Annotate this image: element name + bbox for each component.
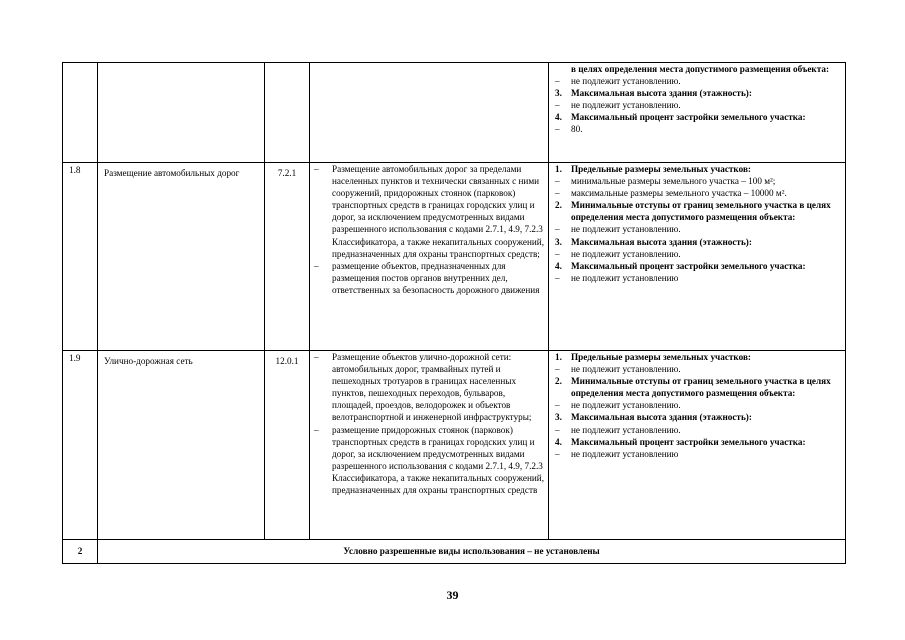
param-value: – максимальные размеры земельного участка – 10000 м². <box>549 187 843 199</box>
param-heading <box>549 436 843 448</box>
param-heading-continuation: в целях определения места допустимого размещения объекта: <box>571 64 830 74</box>
param-number: 1. <box>555 352 562 362</box>
description-cell <box>310 63 549 163</box>
page-number: 39 <box>446 588 459 602</box>
param-number: 2. <box>555 200 562 211</box>
param-number: 4. <box>555 436 562 447</box>
classifier-code: 12.0.1 <box>265 351 310 540</box>
table-row <box>63 351 846 540</box>
param-heading <box>549 111 843 123</box>
param-heading-text: Предельные размеры земельных участков: <box>571 352 751 362</box>
param-heading <box>549 375 843 399</box>
name-cell <box>98 63 265 163</box>
param-number: 3. <box>555 88 562 99</box>
params-cell <box>549 63 846 163</box>
param-heading-text: Максимальный процент застройки земельного участка: <box>571 112 806 123</box>
params-cell <box>549 163 846 351</box>
description-cell <box>310 163 549 351</box>
params-list <box>549 351 845 460</box>
table-row-conditional <box>63 540 846 564</box>
param-heading-text: Максимальный процент застройки земельного участка: <box>571 436 806 447</box>
param-number: 1. <box>555 164 562 174</box>
param-heading-text: Минимальные отступы от границ земельного участка в целях определения места допустимого размещения объекта: <box>571 200 831 223</box>
param-value: – не подлежит установлению. <box>549 99 843 111</box>
row-number: 1.9 <box>63 351 98 540</box>
code-cell <box>265 63 310 163</box>
param-number: 3. <box>555 412 562 423</box>
param-number: 3. <box>555 236 562 247</box>
param-heading-text: Максимальная высота здания (этажность): <box>571 412 752 423</box>
description-item: – размещение придорожных стоянок (парковок) транспортных средств в границах городских улиц и дорог, за исключением предусмотренных видами разрешенного использования с кодами 2.7.1, 4.9, 7.2.3 Классификатора, а также некапитальных сооружений, предназначенных для охраны транспортных средств <box>310 424 544 497</box>
params-list <box>549 63 845 136</box>
param-number: 4. <box>555 112 562 123</box>
param-value: – не подлежит установлению. <box>549 75 843 87</box>
description-list <box>310 351 548 496</box>
description-item: – Размещение объектов улично-дорожной сети: автомобильных дорог, трамвайных путей и пешеходных тротуаров в границах населенных пунктов, пешеходных переходов, бульваров, площадей, проездов, велодорожек и объектов велотранспортной и инженерной инфраструктуры; <box>310 351 544 424</box>
param-number: 2. <box>555 376 562 387</box>
conditional-uses-text: Условно разрешенные виды использования – не установлены <box>98 540 846 564</box>
param-heading <box>549 411 843 423</box>
param-heading-text: Минимальные отступы от границ земельного участка в целях определения места допустимого размещения объекта: <box>571 376 831 399</box>
param-value: – не подлежит установлению. <box>549 223 843 235</box>
param-value: – не подлежит установлению. <box>549 424 843 436</box>
param-value: – 80. <box>549 123 843 135</box>
description-cell <box>310 351 549 540</box>
num-cell <box>63 63 98 163</box>
classifier-code: 7.2.1 <box>265 163 310 351</box>
param-value: – минимальные размеры земельного участка – 100 м²; <box>549 175 843 187</box>
param-number: 4. <box>555 260 562 271</box>
description-item: – размещение объектов, предназначенных для размещения постов органов внутренних дел, ответственных за безопасность дорожного движения <box>310 260 544 296</box>
param-heading-text: Максимальная высота здания (этажность): <box>571 88 752 99</box>
table-row <box>63 163 846 351</box>
table-row-continuation <box>63 63 846 163</box>
param-heading <box>549 236 843 248</box>
param-heading <box>549 260 843 272</box>
row-number: 1.8 <box>63 163 98 351</box>
param-value: – не подлежит установлению <box>549 272 843 284</box>
param-heading <box>549 351 843 363</box>
param-heading <box>549 87 843 99</box>
description-item: – Размещение автомобильных дорог за пределами населенных пунктов и технически связанных с ними сооружений, придорожных стоянок (парковок) транспортных средств в границах городских улиц и дорог, за исключением предусмотренных видами разрешенного использования с кодами 2.7.1, 4.9, 7.2.3 Классификатора, а также некапитальных сооружений, предназначенных для охраны транспортных средств; <box>310 163 544 260</box>
use-type-name: Размещение автомобильных дорог <box>98 163 265 351</box>
row-number: 2 <box>63 540 98 564</box>
params-list <box>549 163 845 284</box>
land-use-table <box>62 62 846 564</box>
param-heading-text: Максимальная высота здания (этажность): <box>571 236 752 247</box>
param-heading <box>549 163 843 175</box>
description-list <box>310 163 548 296</box>
use-type-name: Улично-дорожная сеть <box>98 351 265 540</box>
params-cell <box>549 351 846 540</box>
param-heading <box>549 199 843 223</box>
param-heading-text: Максимальный процент застройки земельного участка: <box>571 260 806 271</box>
param-heading-text: Предельные размеры земельных участков: <box>571 164 751 174</box>
param-value: – не подлежит установлению. <box>549 363 843 375</box>
param-value: – не подлежит установлению <box>549 448 843 460</box>
param-value: – не подлежит установлению. <box>549 248 843 260</box>
param-value: – не подлежит установлению. <box>549 399 843 411</box>
